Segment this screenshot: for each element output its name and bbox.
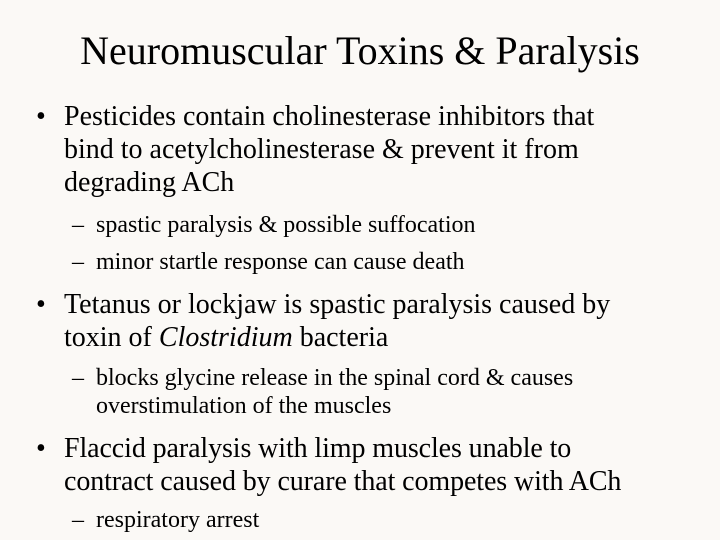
sub-bullet-line: blocks glycine release in the spinal cord & causes (96, 365, 574, 391)
bullet-marker: • (36, 101, 46, 132)
bullet-marker: • (36, 433, 46, 464)
bullet-text (64, 432, 720, 498)
sub-bullet-text (96, 211, 696, 239)
sub-bullet-text (96, 248, 696, 276)
sub-bullet-line: overstimulation of the muscles (96, 393, 392, 419)
sub-bullet-line: respiratory arrest (96, 507, 260, 533)
slide-title: Neuromuscular Toxins & Paralysis (80, 28, 640, 73)
sub-bullet-text (96, 506, 696, 534)
bullet-text-segment: toxin of (64, 322, 159, 353)
sub-bullet-line: minor startle response can cause death (96, 249, 465, 275)
bullet-marker: • (36, 289, 46, 320)
bullet-line: contract caused by curare that competes with ACh (64, 466, 622, 497)
bullet-italic-term: Clostridium (158, 322, 293, 353)
bullet-line: bind to acetylcholinesterase & prevent it from (64, 134, 579, 165)
bullet-text-segment: bacteria (292, 322, 389, 353)
bullet-line: Flaccid paralysis with limp muscles unable to (64, 433, 572, 464)
bullet-text (64, 288, 720, 354)
bullet-line: Pesticides contain cholinesterase inhibitors that (64, 101, 595, 132)
sub-bullet-marker: – (72, 212, 84, 238)
sub-bullet-marker: – (72, 507, 84, 533)
bullet-text (64, 100, 720, 199)
bullet-line: degrading ACh (64, 167, 235, 198)
sub-bullet-line: spastic paralysis & possible suffocation (96, 212, 476, 238)
sub-bullet-marker: – (72, 365, 84, 391)
bullet-line (64, 321, 720, 354)
bullet-line: Tetanus or lockjaw is spastic paralysis caused by (64, 289, 611, 320)
sub-bullet-text (96, 364, 696, 420)
sub-bullet-marker: – (72, 249, 84, 275)
